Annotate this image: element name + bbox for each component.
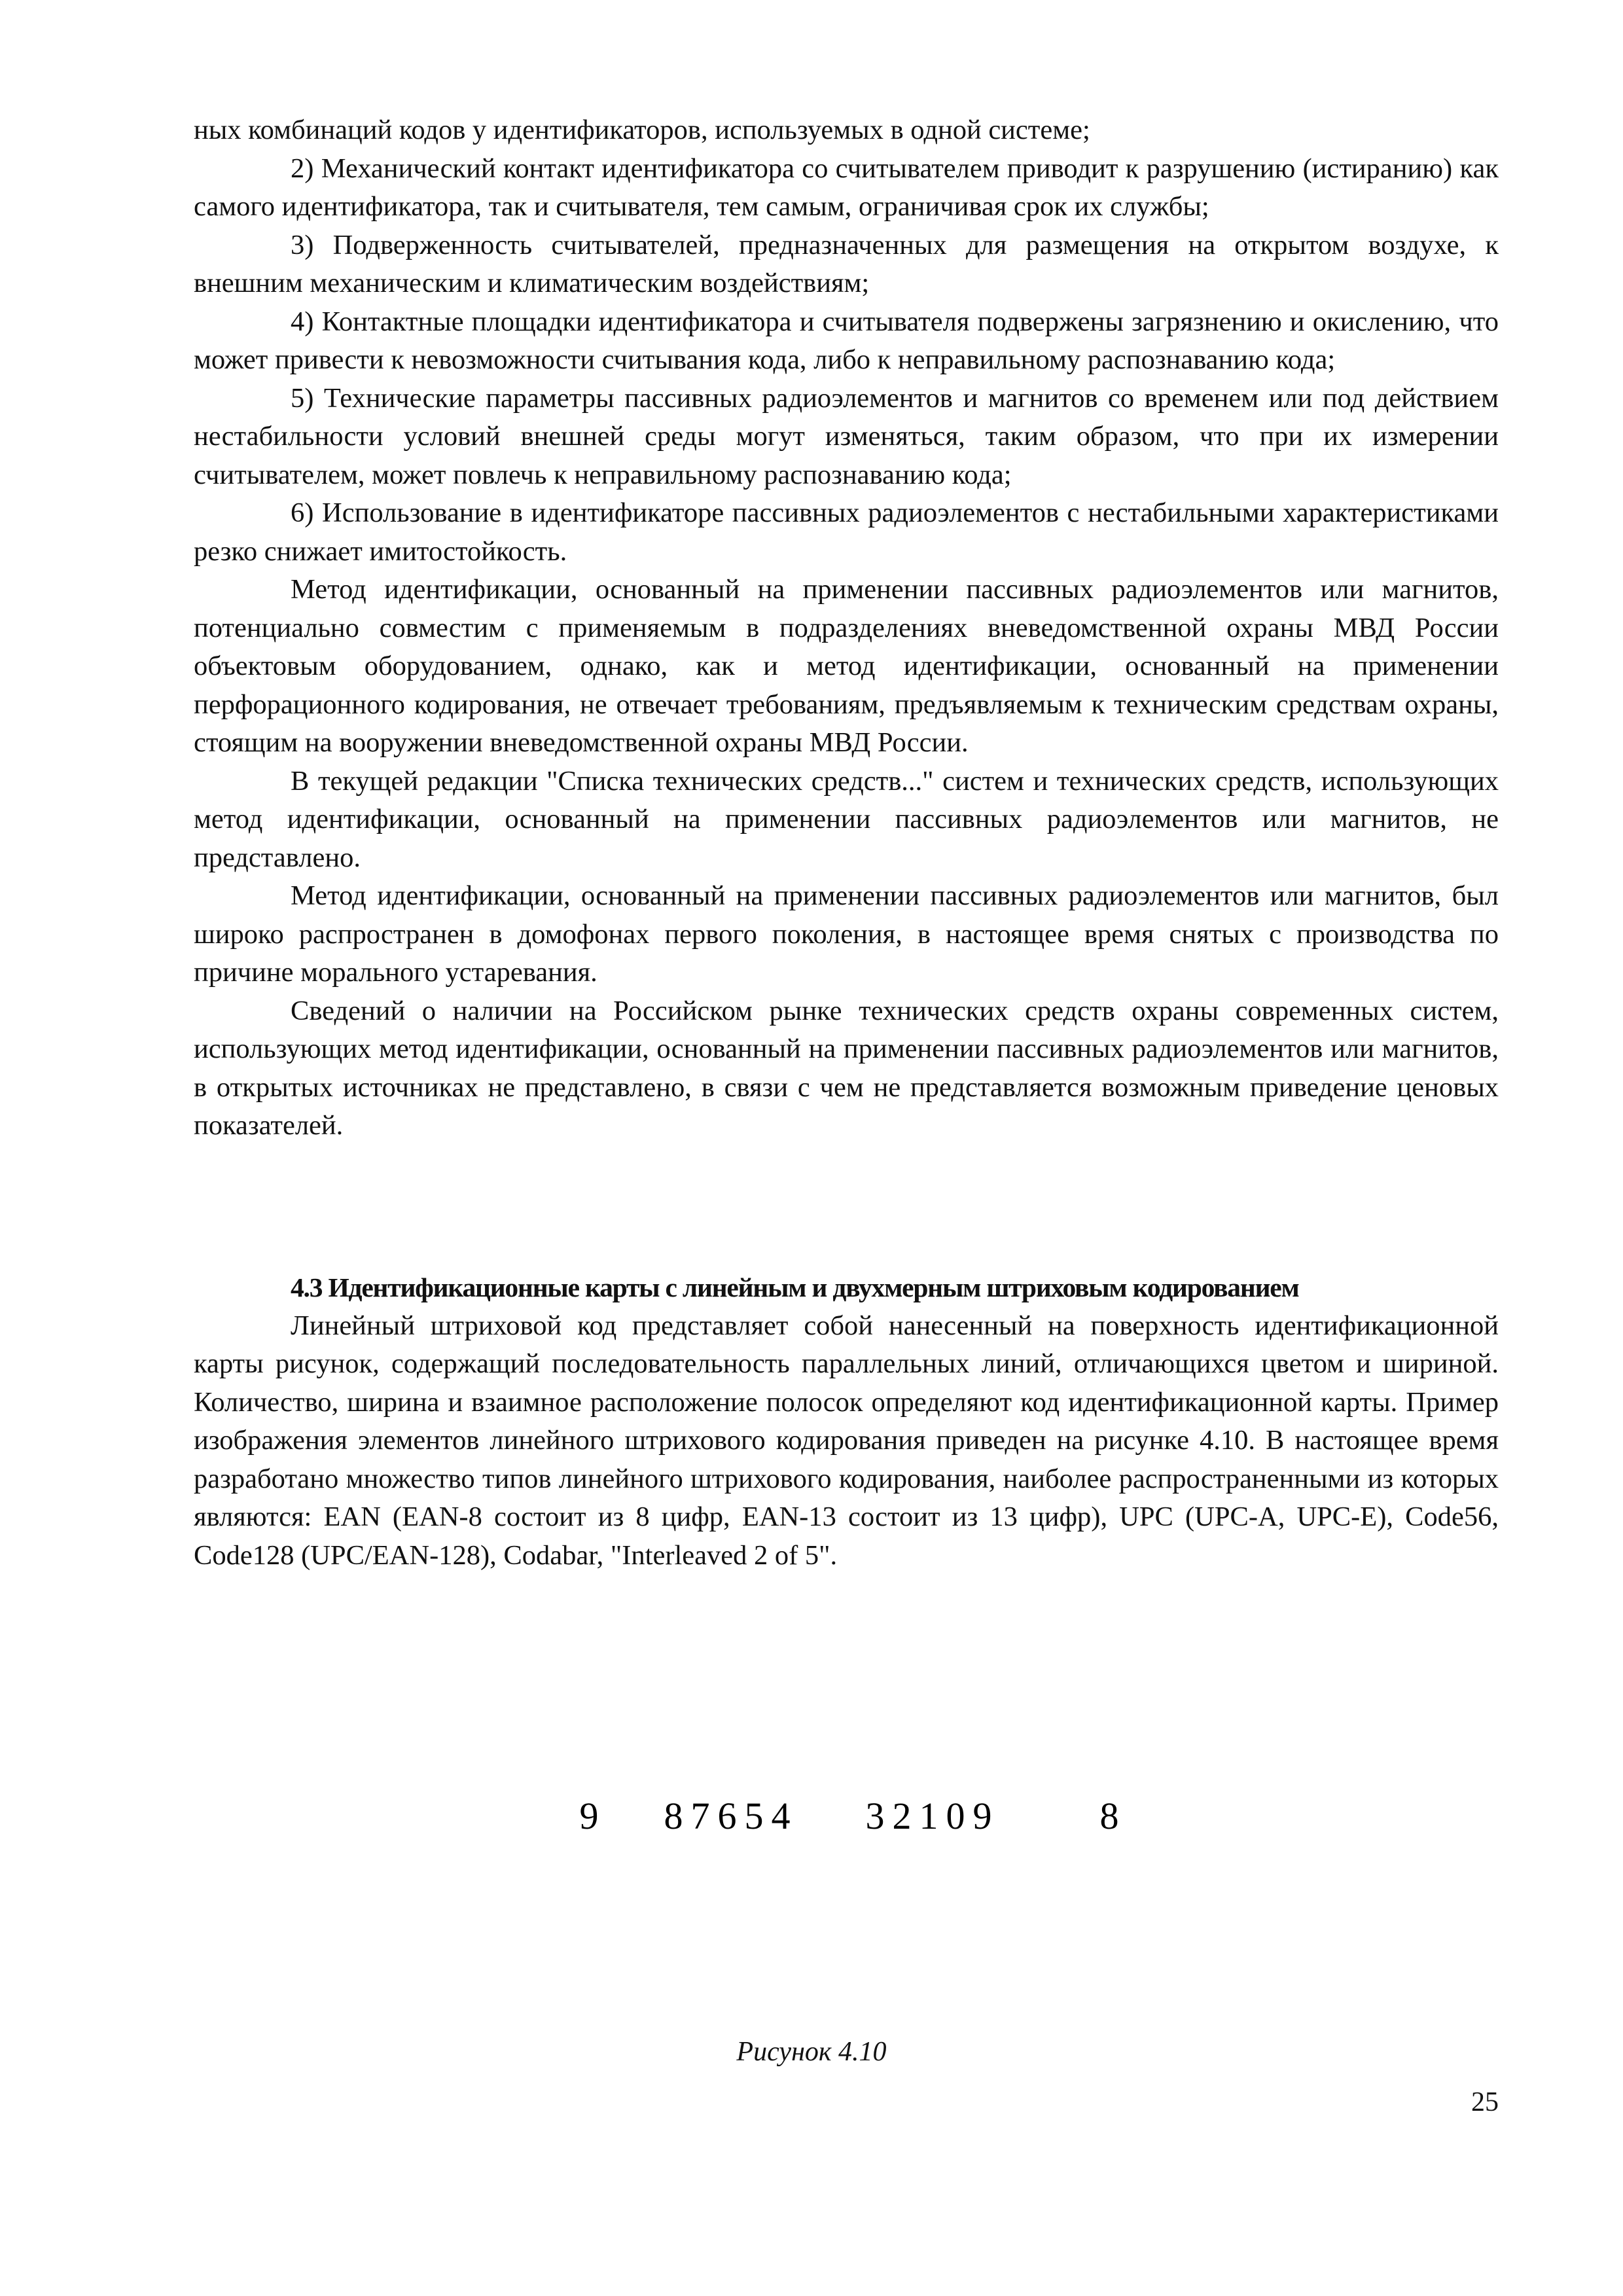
list-item-2: 2) Механический контакт идентификатора со считывателем приводит к разрушению (истиранию) как самого идентификатора, так и считывателя, тем самым, ограничивая срок их службы; xyxy=(194,152,1499,222)
barcode-left-digits: 87654 xyxy=(664,1795,798,1837)
barcode-first-digit: 9 xyxy=(579,1795,599,1837)
barcode-image xyxy=(576,1615,1132,1838)
paragraph-method-compatibility: Метод идентификации, основанный на применении пассивных радиоэлементов или магнитов, потенциально совместим с применяемым в подразделениях вневедомственной охраны МВД России объектовым оборудованием, однако, как и метод идентификации, основанный на применении перфорационного кодирования, не отвечает требованиям, предъявляемым к техническим средствам охраны, стоящим на вооружении вневедомственной охраны МВД России. xyxy=(194,574,1499,758)
list-item-5: 5) Технические параметры пассивных радиоэлементов и магнитов со временем или под действием нестабильности условий внешней среды могут изменяться, таким образом, что при их измерении считывателем, может повлечь к неправильному распознаванию кода; xyxy=(194,382,1499,490)
body-text-top xyxy=(194,111,1499,1145)
barcode-last-digit: 8 xyxy=(1099,1795,1119,1837)
list-item-4: 4) Контактные площадки идентификатора и считывателя подвержены загрязнению и окислению, что может привести к невозможности считывания кода, либо к неправильному распознаванию кода; xyxy=(194,306,1499,375)
paragraph-list-edition: В текущей редакции "Списка технических средств..." систем и технических средств, использующих метод идентификации, основанный на применении пассивных радиоэлементов или магнитов, не представлено. xyxy=(194,765,1499,873)
list-item-3: 3) Подверженность считывателей, предназначенных для размещения на открытом воздухе, к внешним механическим и климатическим воздействиям; xyxy=(194,229,1499,298)
paragraph-intercoms: Метод идентификации, основанный на применении пассивных радиоэлементов или магнитов, был широко распространен в домофонах первого поколения, в настоящее время снятых с производства по причине морального устаревания. xyxy=(194,880,1499,988)
paragraph-market-info: Сведений о наличии на Российском рынке технических средств охраны современных систем, использующих метод идентификации, основанный на применении пассивных радиоэлементов или магнитов, в открытых источниках не представлено, в связи с чем не представляется возможным приведение ценовых показателей. xyxy=(194,995,1499,1141)
figure-caption: Рисунок 4.10 xyxy=(736,2037,887,2067)
barcode-figure xyxy=(576,1615,1132,1838)
barcode-right-digits: 32109 xyxy=(865,1795,1000,1837)
section-heading: 4.3 Идентификационные карты с линейным и двухмерным штриховым кодированием xyxy=(291,1272,1299,1302)
section-4-3 xyxy=(194,1268,1499,1575)
page-number: 25 xyxy=(1471,2087,1499,2117)
list-item-6: 6) Использование в идентификаторе пассивных радиоэлементов с нестабильными характеристиками резко снижает имитостойкость. xyxy=(194,497,1499,567)
paragraph-continuation: ных комбинаций кодов у идентификаторов, используемых в одной системе; xyxy=(194,115,1090,145)
paragraph-linear-barcode: Линейный штриховой код представляет собой нанесенный на поверхность идентификационной карты рисунок, содержащий последовательность параллельных линий, отличающихся цветом и шириной. Количество, ширина и взаимное расположение полосок определяют код идентификационной карты. Пример изображения элементов линейного штрихового кодирования приведен на рисунке 4.10. В настоящее время разработано множество типов линейного штрихового кодирования, наиболее распространенными из которых являются: EAN (EAN-8 состоит из 8 цифр, EAN-13 состоит из 13 цифр), UPC (UPC-A, UPC-E), Code56, Code128 (UPC/EAN-128), Codabar, "Interleaved 2 of 5". xyxy=(194,1310,1499,1571)
